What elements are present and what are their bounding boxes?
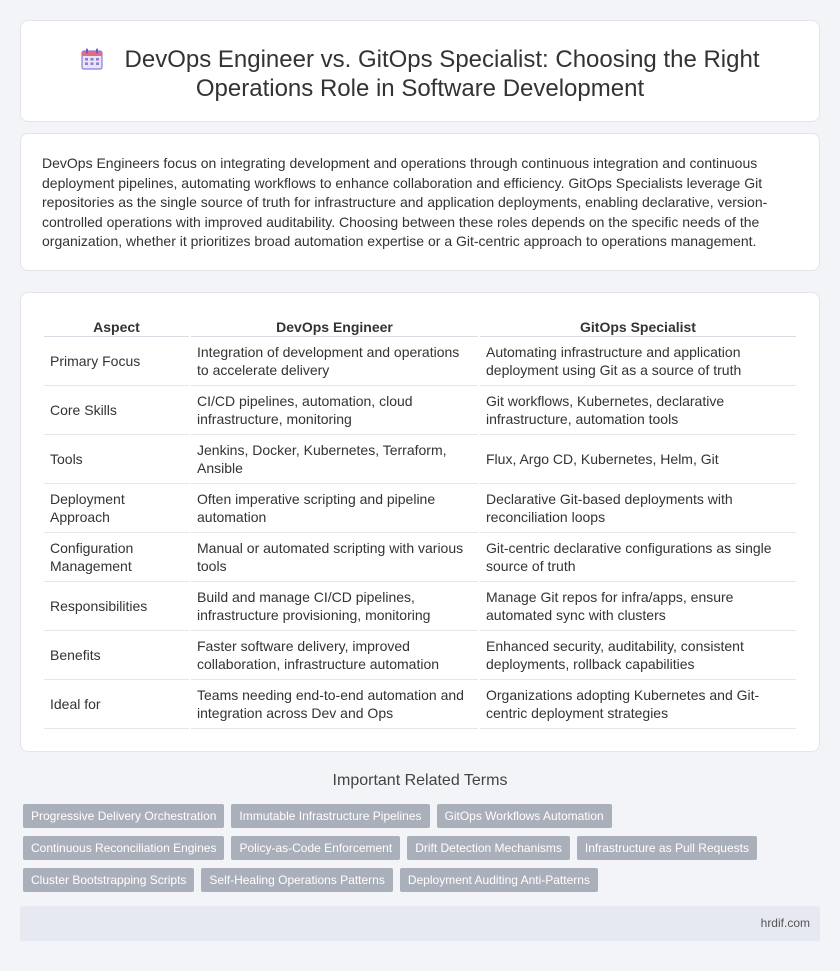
comparison-table	[42, 315, 798, 729]
related-terms-title: Important Related Terms	[332, 772, 508, 789]
intro-paragraph: DevOps Engineers focus on integrating development and operations through continuous integration and continuous deployment pipelines, automating workflows to enhance collaboration and efficiency. GitOps Specialists leverage Git repositories as the single source of truth for infrastructure and application deployments, enabling declarative, version-controlled operations with improved auditability. Choosing between these roles depends on the specific needs of the organization, whether it prioritizes broad automation expertise or a Git-centric approach to operations management.	[42, 155, 768, 249]
table-row	[44, 631, 796, 680]
page-title	[21, 45, 819, 103]
tag-row	[23, 868, 803, 900]
devops-cell: Manual or automated scripting with various tools	[191, 533, 478, 582]
related-tag[interactable]: Policy-as-Code Enforcement	[231, 836, 400, 860]
page-title-text: DevOps Engineer vs. GitOps Specialist: Choosing the Right Operations Role in Software Development	[124, 46, 760, 102]
footer-site[interactable]: hrdif.com	[760, 916, 810, 930]
table-row	[44, 484, 796, 533]
related-tag[interactable]: Continuous Reconciliation Engines	[23, 836, 224, 860]
aspect-cell: Deployment Approach	[44, 484, 189, 533]
related-tag[interactable]: Drift Detection Mechanisms	[407, 836, 570, 860]
table-row	[44, 680, 796, 729]
related-tag[interactable]: GitOps Workflows Automation	[437, 804, 612, 828]
aspect-cell: Benefits	[44, 631, 189, 680]
related-tag[interactable]: Progressive Delivery Orchestration	[23, 804, 224, 828]
aspect-cell: Primary Focus	[44, 337, 189, 386]
intro-card	[20, 133, 820, 271]
gitops-cell: Git-centric declarative configurations as single source of truth	[480, 533, 796, 582]
related-tag[interactable]: Infrastructure as Pull Requests	[577, 836, 757, 860]
devops-cell: Build and manage CI/CD pipelines, infrastructure provisioning, monitoring	[191, 582, 478, 631]
footer	[20, 906, 820, 941]
gitops-cell: Manage Git repos for infra/apps, ensure automated sync with clusters	[480, 582, 796, 631]
table-row	[44, 533, 796, 582]
title-wrap	[21, 45, 819, 103]
comparison-card	[20, 292, 820, 752]
table-row	[44, 435, 796, 484]
header-gitops: GitOps Specialist	[480, 315, 796, 337]
header-devops: DevOps Engineer	[191, 315, 478, 337]
aspect-cell: Responsibilities	[44, 582, 189, 631]
gitops-cell: Automating infrastructure and application deployment using Git as a source of truth	[480, 337, 796, 386]
gitops-cell: Declarative Git-based deployments with reconciliation loops	[480, 484, 796, 533]
aspect-cell: Configuration Management	[44, 533, 189, 582]
related-tag[interactable]: Immutable Infrastructure Pipelines	[231, 804, 429, 828]
aspect-cell: Ideal for	[44, 680, 189, 729]
related-tag[interactable]: Cluster Bootstrapping Scripts	[23, 868, 194, 892]
related-tag[interactable]: Deployment Auditing Anti-Patterns	[400, 868, 598, 892]
calendar-icon	[81, 48, 103, 70]
table-header-row	[44, 315, 796, 337]
devops-cell: Jenkins, Docker, Kubernetes, Terraform, Ansible	[191, 435, 478, 484]
gitops-cell: Flux, Argo CD, Kubernetes, Helm, Git	[480, 435, 796, 484]
title-card	[20, 20, 820, 122]
tag-row	[23, 836, 803, 868]
header-aspect: Aspect	[44, 315, 189, 337]
devops-cell: CI/CD pipelines, automation, cloud infrastructure, monitoring	[191, 386, 478, 435]
devops-cell: Faster software delivery, improved collaboration, infrastructure automation	[191, 631, 478, 680]
related-tag[interactable]: Self-Healing Operations Patterns	[201, 868, 392, 892]
related-terms-tags	[23, 804, 803, 900]
tag-row	[23, 804, 803, 836]
gitops-cell: Git workflows, Kubernetes, declarative infrastructure, automation tools	[480, 386, 796, 435]
devops-cell: Integration of development and operations to accelerate delivery	[191, 337, 478, 386]
table-row	[44, 386, 796, 435]
gitops-cell: Organizations adopting Kubernetes and Git-centric deployment strategies	[480, 680, 796, 729]
devops-cell: Teams needing end-to-end automation and integration across Dev and Ops	[191, 680, 478, 729]
gitops-cell: Enhanced security, auditability, consistent deployments, rollback capabilities	[480, 631, 796, 680]
table-row	[44, 582, 796, 631]
aspect-cell: Tools	[44, 435, 189, 484]
table-row	[44, 337, 796, 386]
devops-cell: Often imperative scripting and pipeline automation	[191, 484, 478, 533]
aspect-cell: Core Skills	[44, 386, 189, 435]
